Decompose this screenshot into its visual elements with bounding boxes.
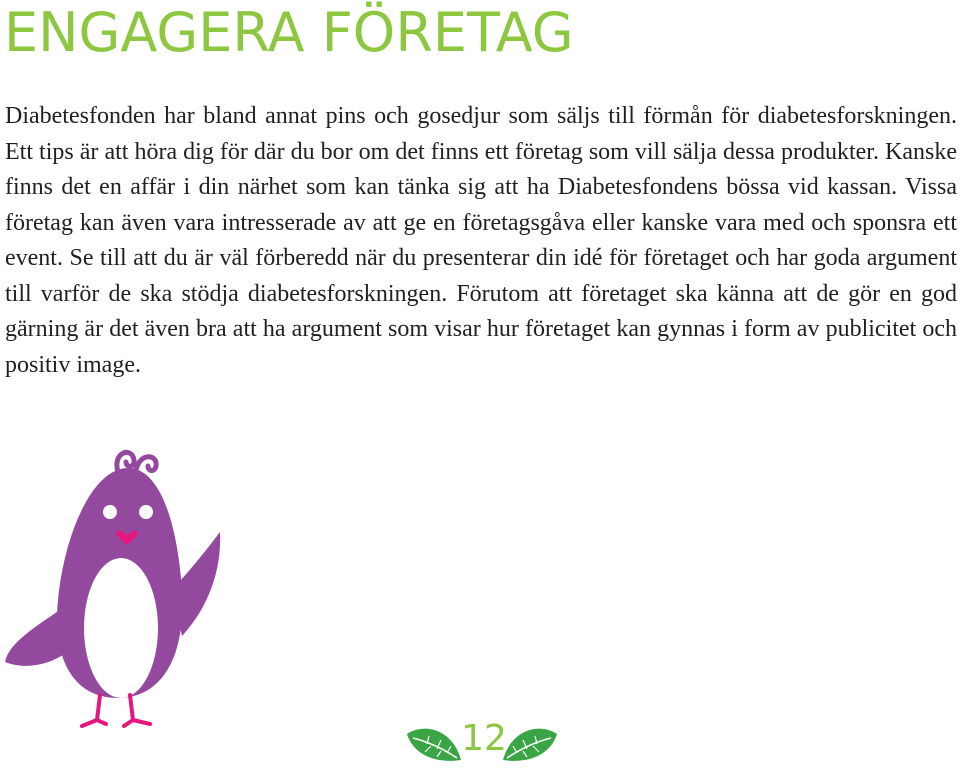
body-paragraph: Diabetesfonden har bland annat pins och gosedjur som säljs till förmån för diabetesforskningen. Ett tips är att höra dig för där du bor om det finns ett företag som vill sälja dessa produkter. Kanske finns det en affär i din närhet som kan tänka sig att ha Diabetesfondens bössa vid kassan. Vissa företag kan även vara intresserade av att ge en företagsgåva eller kanske vara med och sponsra ett event. Se till att du är väl förberedd när du presenterar din idé för företaget och har goda argument till varför de ska stödja diabetesforskningen. Förutom att företaget ska känna att de gör en god gärning är det även bra att ha argument som visar hur företaget kan gynnas i form av publicitet och positiv image.: [5, 103, 957, 378]
purple-bird-illustration: [0, 440, 230, 730]
page-number: 12: [461, 718, 507, 759]
leaf-icon: [501, 724, 559, 764]
leaf-icon: [405, 724, 463, 764]
page-title: ENGAGERA FÖRETAG: [4, 1, 574, 64]
page-footer: [405, 716, 560, 766]
